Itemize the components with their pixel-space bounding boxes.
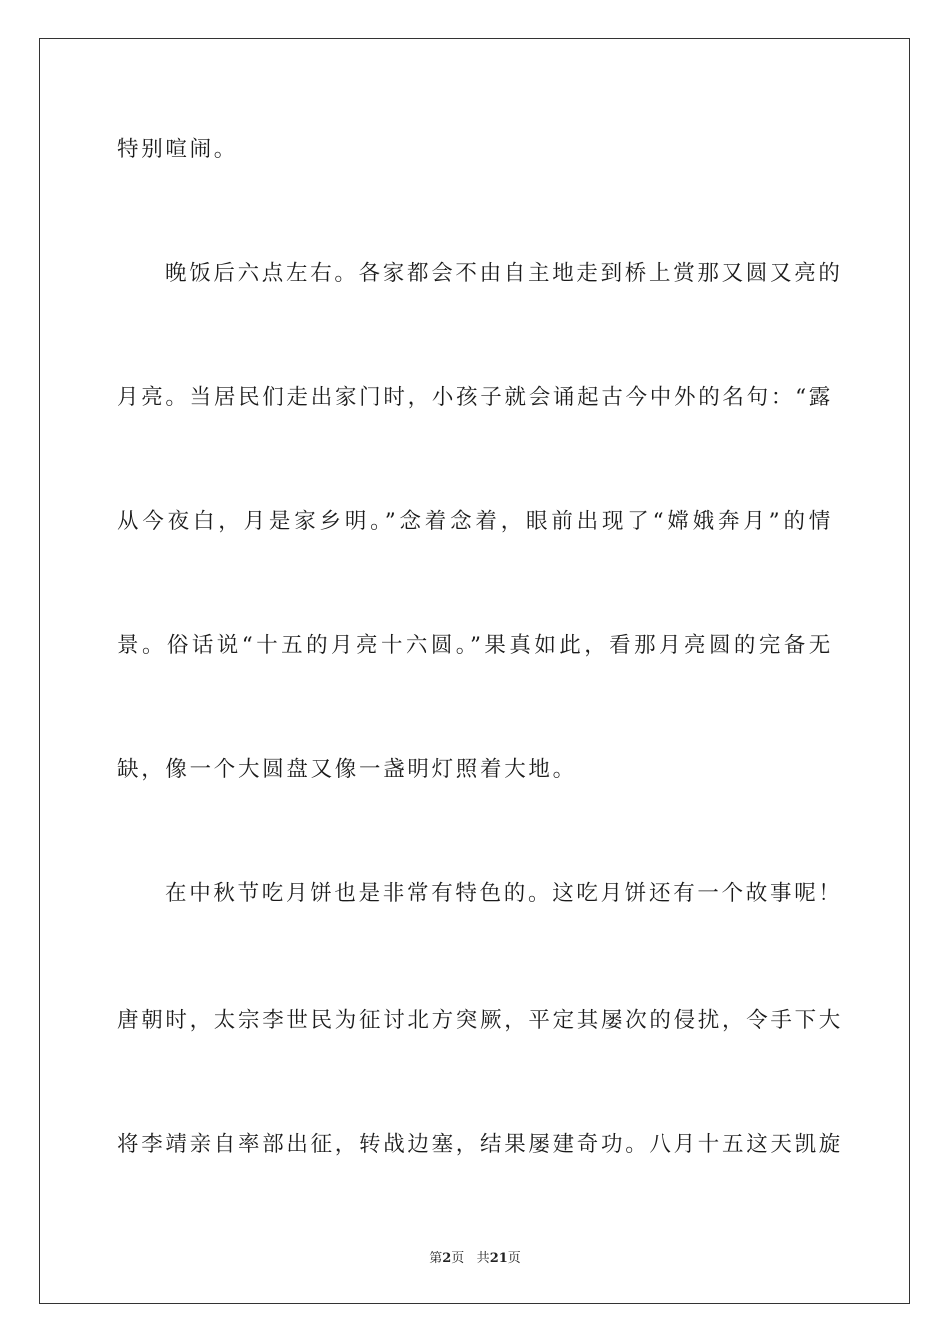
page-suffix: 页: [451, 1251, 465, 1266]
total-prefix: 共: [476, 1251, 490, 1266]
text-line-8: 唐朝时，太宗李世民为征讨北方突厥，平定其屡次的侵扰，令手下大: [117, 1008, 844, 1033]
page-border: [39, 38, 910, 1304]
total-suffix: 页: [507, 1251, 521, 1266]
page-footer: [0, 1247, 950, 1266]
text-line-3: 月亮。当居民们走出家门时，小孩子就会诵起古今中外的名句：“露: [117, 385, 833, 410]
text-line-4: 从今夜白，月是家乡明。”念着念着，眼前出现了“嫦娥奔月”的情: [117, 509, 833, 534]
page-number: 2: [442, 1251, 452, 1266]
text-line-7: 在中秋节吃月饼也是非常有特色的。这吃月饼还有一个故事呢！: [165, 881, 843, 906]
page-prefix: 第: [429, 1251, 443, 1266]
text-line-1: 特别喧闹。: [117, 137, 239, 162]
text-line-5: 景。俗话说“十五的月亮十六圆。”果真如此，看那月亮圆的完备无: [117, 633, 833, 658]
text-line-2: 晚饭后六点左右。各家都会不由自主地走到桥上赏那又圆又亮的: [165, 261, 843, 286]
text-line-9: 将李靖亲自率部出征，转战边塞，结果屡建奇功。八月十五这天凯旋: [117, 1132, 844, 1157]
text-line-6: 缺，像一个大圆盘又像一盏明灯照着大地。: [117, 757, 577, 782]
total-pages: 21: [489, 1251, 508, 1266]
